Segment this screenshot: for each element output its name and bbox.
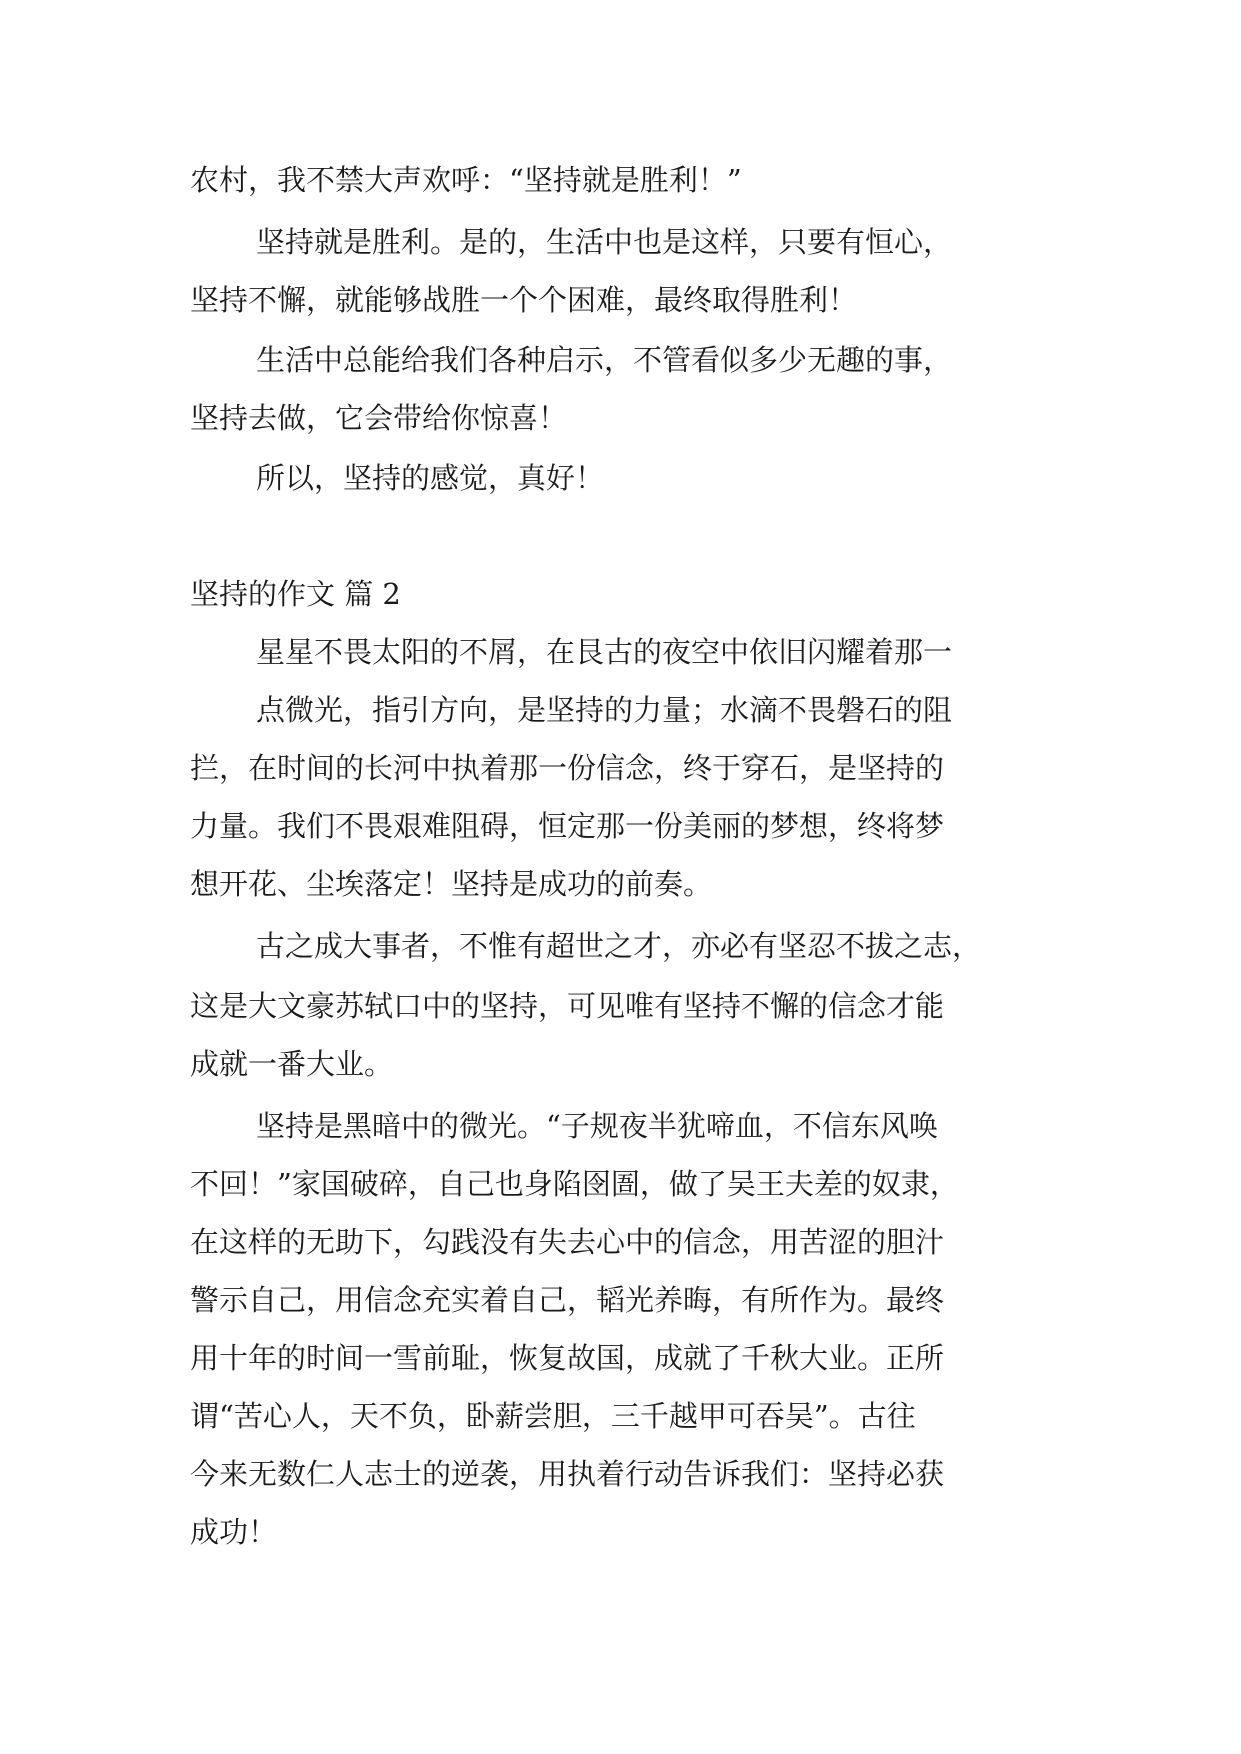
text-line: 农村，我不禁大声欢呼：“坚持就是胜利！” [190,163,742,197]
text-line: 坚持是黑暗中的微光。“子规夜半犹啼血，不信东风唤 [256,1109,938,1143]
text-line: 这是大文豪苏轼口中的坚持，可见唯有坚持不懈的信念才能 [190,989,945,1023]
text-line: 坚持就是胜利。是的，生活中也是这样，只要有恒心， [256,225,953,259]
text-line: 坚持去做，它会带给你惊喜！ [190,401,568,435]
text-line: 古之成大事者，不惟有超世之才，亦必有坚忍不拔之志， [256,929,982,963]
text-line: 今来无数仁人志士的逆袭，用执着行动告诉我们：坚持必获 [190,1457,945,1491]
text-line: 用十年的时间一雪前耻，恢复故国，成就了千秋大业。正所 [190,1341,945,1375]
text-line: 所以，坚持的感觉，真好！ [256,461,605,495]
text-line: 生活中总能给我们各种启示，不管看似多少无趣的事， [256,343,953,377]
text-line: 星星不畏太阳的不屑，在艮古的夜空中依旧闪耀着那一 [256,635,953,669]
text-line: 想开花、尘埃落定！坚持是成功的前奏。 [190,867,713,901]
text-line: 成就一番大业。 [190,1047,394,1081]
text-line: 不回！”家国破碎，自己也身陷囹圄，做了吴王夫差的奴隶， [190,1167,959,1201]
text-line: 拦，在时间的长河中执着那一份信念，终于穿石，是坚持的 [190,751,945,785]
text-line: 点微光，指引方向，是坚持的力量；水滴不畏磐石的阻 [256,693,953,727]
section-title: 坚持的作文 篇 2 [190,577,401,611]
text-line: 力量。我们不畏艰难阻碍，恒定那一份美丽的梦想，终将梦 [190,809,945,843]
text-line: 坚持不懈，就能够战胜一个个困难，最终取得胜利！ [190,283,858,317]
text-line: 警示自己，用信念充实着自己，韬光养晦，有所作为。最终 [190,1283,945,1317]
text-line: 谓“苦心人，天不负，卧薪尝胆，三千越甲可吞吴”。古往 [190,1399,916,1433]
text-line: 在这样的无助下，勾践没有失去心中的信念，用苦涩的胆汁 [190,1225,945,1259]
text-line: 成功！ [190,1515,278,1549]
